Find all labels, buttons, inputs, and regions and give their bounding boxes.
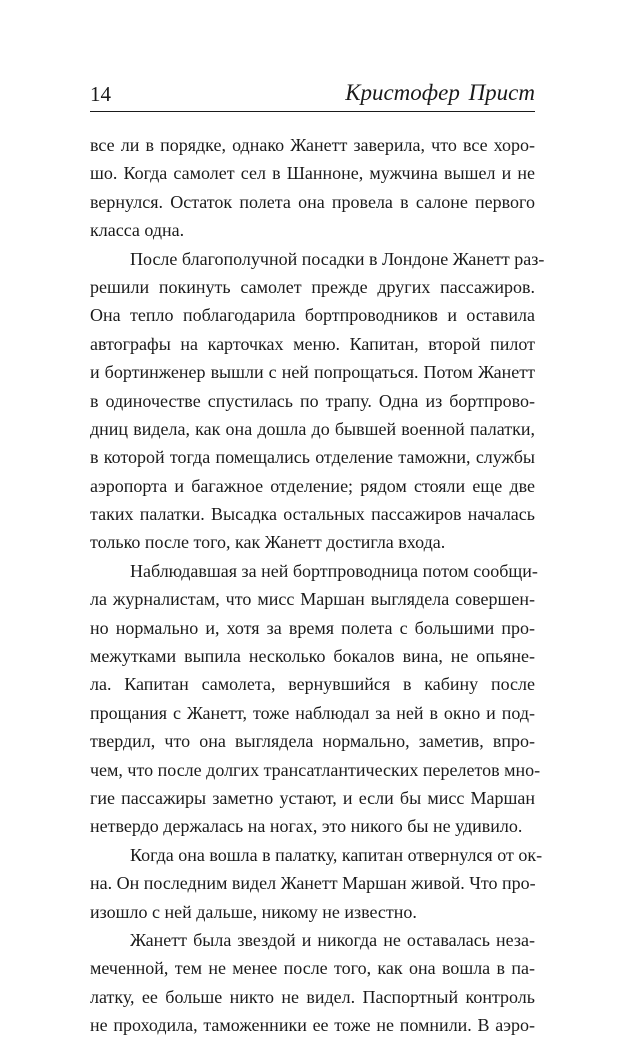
paragraph-line: ла журналистам, что мисс Маршан выглядела совершен-	[90, 589, 535, 610]
paragraph-line: шо. Когда самолет сел в Шанноне, мужчина вышел и не	[90, 163, 535, 184]
paragraph-line: ла. Капитан самолета, вернувшийся в кабину после	[90, 674, 535, 695]
paragraph-line: и бортинженер вышли с ней попрощаться. Потом Жанетт	[90, 362, 535, 383]
paragraph-line: прощания с Жанетт, тоже наблюдал за ней в окно и под-	[90, 702, 535, 723]
paragraph-first-line: Наблюдавшая за ней бортпроводница потом сообщи-	[130, 560, 538, 581]
paragraph-first-line: Когда она вошла в палатку, капитан отвернулся от ок-	[130, 844, 543, 865]
header-rule	[90, 111, 535, 112]
paragraph-line: в одиночестве спустилась по трапу. Одна из бортпрово-	[90, 390, 535, 411]
paragraph-line: но нормально и, хотя за время полета с большими про-	[90, 617, 535, 638]
paragraph-line: не проходила, таможенники ее тоже не помнили. В аэро-	[90, 1015, 535, 1036]
paragraph-first-line: После благополучной посадки в Лондоне Жанетт раз-	[130, 248, 545, 269]
paragraph-line: только после того, как Жанетт достигла входа.	[90, 532, 446, 553]
paragraph-line: изошло с ней дальше, никому не известно.	[90, 901, 417, 922]
paragraph-line: нетвердо держалась на ногах, это никого бы не удивило.	[90, 816, 523, 837]
paragraph-line: межутками выпила несколько бокалов вина, не опьяне-	[90, 646, 535, 667]
paragraph-line: твердил, что она выглядела нормально, заметив, впро-	[90, 731, 535, 752]
paragraph-line: дниц видела, как она дошла до бывшей военной палатки,	[90, 418, 535, 439]
paragraph-line: на. Он последним видел Жанетт Маршан живой. Что про-	[90, 873, 536, 894]
page-header	[90, 76, 535, 110]
paragraph-line: решили покинуть самолет прежде других пассажиров.	[90, 276, 535, 297]
paragraph-line: латку, ее больше никто не видел. Паспортный контроль	[90, 986, 535, 1007]
paragraph-line: вернулся. Остаток полета она провела в салоне первого	[90, 191, 535, 212]
running-title: Кристофер Прист	[345, 80, 535, 105]
paragraph-line: аэропорта и багажное отделение; рядом стояли еще две	[90, 475, 535, 496]
page-number: 14	[90, 82, 111, 106]
paragraph-line: Она тепло поблагодарила бортпроводников и оставила	[90, 305, 535, 326]
paragraph-line: чем, что после долгих трансатлантических перелетов мно-	[90, 759, 541, 780]
paragraph-line: в которой тогда помещались отделение таможни, службы	[90, 447, 535, 468]
paragraph-first-line: все ли в порядке, однако Жанетт заверила, что все хоро-	[90, 135, 535, 155]
paragraph-line: гие пассажиры заметно устают, и если бы мисс Маршан	[90, 787, 535, 808]
paragraph-line: меченной, тем не менее после того, как она вошла в па-	[90, 958, 535, 979]
paragraph-line: класса одна.	[90, 220, 185, 241]
paragraph-line: таких палатки. Высадка остальных пассажиров началась	[90, 504, 535, 525]
paragraph-first-line: Жанетт была звездой и никогда не оставалась неза-	[130, 929, 535, 950]
body-text	[90, 131, 545, 1040]
paragraph-line: автографы на карточках меню. Капитан, второй пилот	[90, 333, 535, 354]
